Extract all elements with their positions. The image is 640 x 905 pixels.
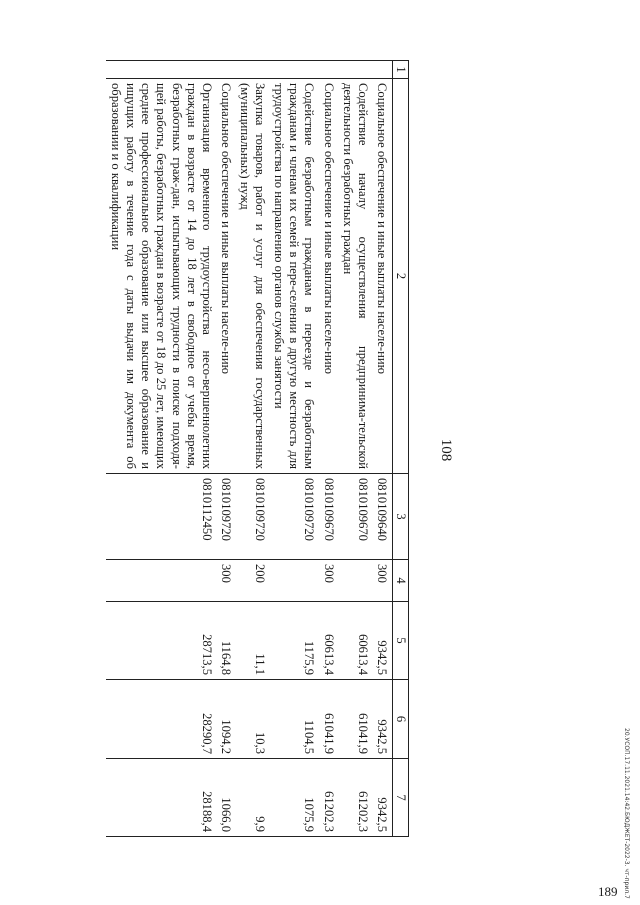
row-value-col6: 9342,5 [372, 680, 393, 759]
header-col-7: 7 [392, 759, 408, 837]
budget-table [106, 60, 409, 837]
row-value-col6: 1104,5 [269, 680, 318, 759]
table-row [269, 61, 318, 837]
row-value-col7: 9342,5 [372, 759, 393, 837]
table-row [338, 61, 372, 837]
row-value-col7: 1075,9 [269, 759, 318, 837]
row-index-cell [216, 61, 235, 79]
header-row [392, 61, 408, 837]
row-kind [338, 560, 372, 602]
row-code: 0810109720 [269, 474, 318, 560]
row-kind [269, 560, 318, 602]
row-index-cell [372, 61, 393, 79]
row-value-col7: 9,9 [235, 759, 269, 837]
row-value-col6: 1094,2 [216, 680, 235, 759]
row-value-col5: 1175,9 [269, 602, 318, 680]
table-row [372, 61, 393, 837]
document-stamp: 20.УСОП.17.11.2021.14:42.БЮДЖЕТ-2022-3. чт-прил.7 [623, 728, 630, 899]
row-index-cell [269, 61, 318, 79]
row-code: 0810109640 [372, 474, 393, 560]
row-value-col5: 1164,8 [216, 602, 235, 680]
table-row [106, 61, 216, 837]
row-name: Социальное обеспечение и иные выплаты населе-нию [318, 79, 337, 474]
row-name: Социальное обеспечение и иные выплаты населе-нию [372, 79, 393, 474]
row-kind: 300 [216, 560, 235, 602]
row-value-col5: 28713,5 [106, 602, 216, 680]
row-code: 0810109720 [235, 474, 269, 560]
row-index-cell [106, 61, 216, 79]
row-value-col5: 60613,4 [338, 602, 372, 680]
row-value-col5: 9342,5 [372, 602, 393, 680]
row-value-col7: 1066,0 [216, 759, 235, 837]
row-code: 0810112450 [106, 474, 216, 560]
row-index-cell [235, 61, 269, 79]
row-value-col7: 28188,4 [106, 759, 216, 837]
header-col-6: 6 [392, 680, 408, 759]
row-value-col6: 61041,9 [318, 680, 337, 759]
row-kind: 300 [318, 560, 337, 602]
row-index-cell [338, 61, 372, 79]
row-value-col6: 28290,7 [106, 680, 216, 759]
row-value-col6: 61041,9 [338, 680, 372, 759]
header-col-4: 4 [392, 560, 408, 602]
table-row [216, 61, 235, 837]
row-kind [106, 560, 216, 602]
row-index-cell [318, 61, 337, 79]
row-value-col5: 11,1 [235, 602, 269, 680]
page-number-top: 108 [438, 438, 454, 462]
row-code: 0810109670 [318, 474, 337, 560]
row-name: Содействие началу осуществления предпринима-тельской деятельности безработных граждан [338, 79, 372, 474]
table-row [318, 61, 337, 837]
header-col-5: 5 [392, 602, 408, 680]
row-name: Социальное обеспечение и иные выплаты населе-нию [216, 79, 235, 474]
header-col-3: 3 [392, 474, 408, 560]
header-col-1: 1 [392, 61, 408, 79]
row-kind: 200 [235, 560, 269, 602]
header-col-2: 2 [392, 79, 408, 474]
row-name: Организация временного трудоустройства несо-вершеннолетних граждан в возрасте от 14 до 18 лет в свободное от учебы время, безработных граж-дан, испытывающих трудности в поиске подходя-щей работы, безработных граждан в возрасте от 18 до 25 лет, имеющих среднее профессиональное образование или высшее образование и ищущих работу в течение года с даты выдачи им документа об образовании и о квалификации [106, 79, 216, 474]
table-row [235, 61, 269, 837]
row-code: 0810109720 [216, 474, 235, 560]
row-value-col7: 61202,3 [338, 759, 372, 837]
row-kind: 300 [372, 560, 393, 602]
row-value-col6: 10,3 [235, 680, 269, 759]
row-value-col7: 61202,3 [318, 759, 337, 837]
row-name: Закупка товаров, работ и услуг для обеспечения государственных (муниципальных) нужд [235, 79, 269, 474]
page-number-bottom: 189 [598, 884, 618, 899]
row-value-col5: 60613,4 [318, 602, 337, 680]
row-name: Содействие безработным гражданам в переезде и безработным гражданам и членам их семей в пере-селении в другую местность для трудоустройства по направлению органов службы занятости [269, 79, 318, 474]
rotated-page [12, 50, 504, 850]
row-code: 0810109670 [338, 474, 372, 560]
